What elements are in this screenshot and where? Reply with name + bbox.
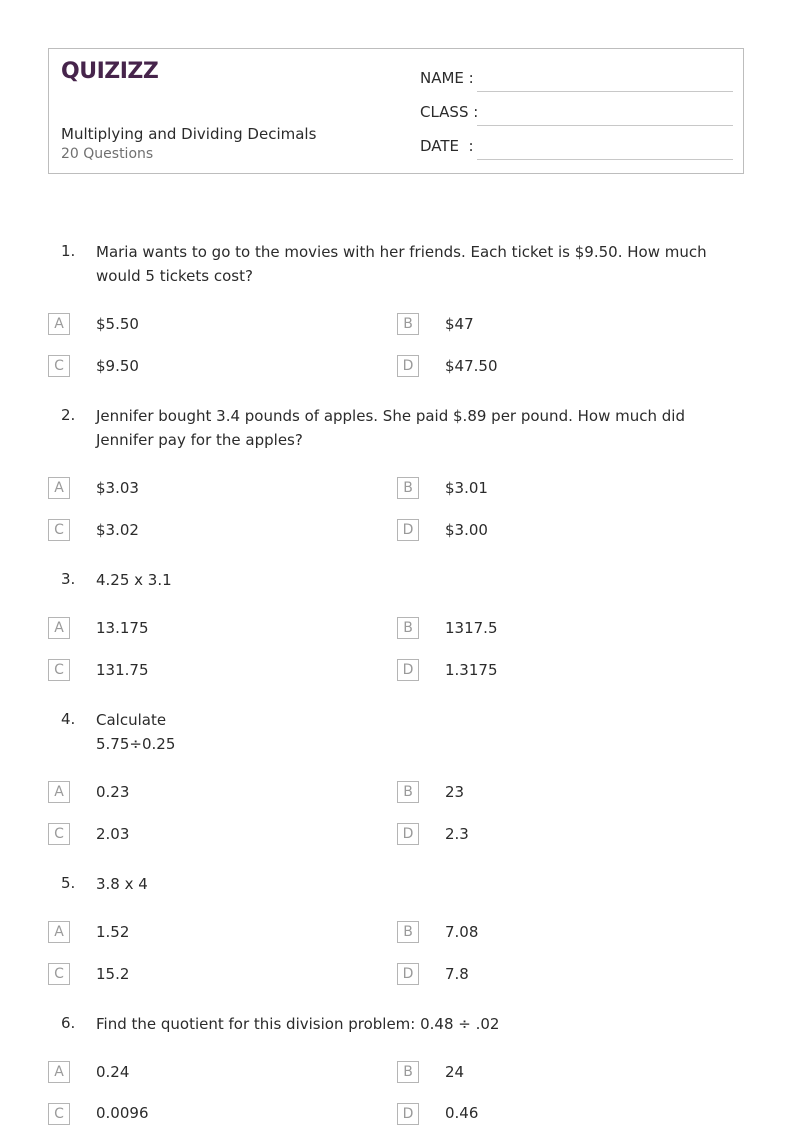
option-a-box[interactable]: A bbox=[48, 781, 70, 803]
option-b-box[interactable]: B bbox=[397, 313, 419, 335]
question-text: Find the quotient for this division problem: 0.48 ÷ .02 bbox=[96, 1015, 500, 1033]
option-a-text: $3.03 bbox=[96, 479, 139, 497]
option-a-text: $5.50 bbox=[96, 315, 139, 333]
option-a-text: 1.52 bbox=[96, 923, 130, 941]
question-count: 20 Questions bbox=[61, 146, 154, 162]
worksheet-title: Multiplying and Dividing Decimals bbox=[61, 125, 317, 143]
question-number: 5. bbox=[61, 874, 76, 892]
question-text: Maria wants to go to the movies with her friends. Each ticket is $9.50. How much would 5 tickets cost? bbox=[96, 243, 707, 285]
question-number: 4. bbox=[61, 710, 76, 728]
option-b-box[interactable]: B bbox=[397, 921, 419, 943]
question-number: 3. bbox=[61, 570, 76, 588]
option-d-box[interactable]: D bbox=[397, 355, 419, 377]
option-b-text: 1317.5 bbox=[445, 619, 498, 637]
option-b-text: $47 bbox=[445, 315, 474, 333]
option-c-box[interactable]: C bbox=[48, 1103, 70, 1125]
class-label: CLASS : bbox=[420, 103, 479, 121]
question-text: 3.8 x 4 bbox=[96, 875, 148, 893]
option-d-text: 7.8 bbox=[445, 965, 469, 983]
option-c-text: $3.02 bbox=[96, 521, 139, 539]
question-number: 6. bbox=[61, 1014, 76, 1032]
question-text-line-2: 5.75÷0.25 bbox=[96, 735, 176, 753]
option-a-text: 0.24 bbox=[96, 1063, 130, 1081]
question-number: 2. bbox=[61, 406, 76, 424]
option-c-box[interactable]: C bbox=[48, 963, 70, 985]
worksheet-header bbox=[48, 48, 744, 174]
option-b-text: 7.08 bbox=[445, 923, 479, 941]
option-a-box[interactable]: A bbox=[48, 617, 70, 639]
option-d-text: 0.46 bbox=[445, 1104, 479, 1122]
option-a-text: 0.23 bbox=[96, 783, 130, 801]
question-number: 1. bbox=[61, 242, 76, 260]
option-c-box[interactable]: C bbox=[48, 823, 70, 845]
option-d-text: 1.3175 bbox=[445, 661, 498, 679]
option-d-text: $3.00 bbox=[445, 521, 488, 539]
option-b-box[interactable]: B bbox=[397, 781, 419, 803]
option-a-box[interactable]: A bbox=[48, 313, 70, 335]
option-c-text: $9.50 bbox=[96, 357, 139, 375]
date-line[interactable] bbox=[477, 159, 733, 160]
option-a-box[interactable]: A bbox=[48, 477, 70, 499]
option-c-text: 2.03 bbox=[96, 825, 130, 843]
option-c-text: 15.2 bbox=[96, 965, 130, 983]
option-a-box[interactable]: A bbox=[48, 921, 70, 943]
option-d-text: 2.3 bbox=[445, 825, 469, 843]
option-d-box[interactable]: D bbox=[397, 1103, 419, 1125]
option-c-box[interactable]: C bbox=[48, 355, 70, 377]
name-line[interactable] bbox=[477, 91, 733, 92]
quizizz-logo: QUIZIZZ bbox=[61, 59, 159, 84]
option-b-text: 24 bbox=[445, 1063, 465, 1081]
option-c-box[interactable]: C bbox=[48, 519, 70, 541]
option-c-text: 0.0096 bbox=[96, 1104, 149, 1122]
option-a-text: 13.175 bbox=[96, 619, 149, 637]
option-d-text: $47.50 bbox=[445, 357, 498, 375]
date-label: DATE : bbox=[420, 137, 474, 155]
option-b-text: 23 bbox=[445, 783, 465, 801]
class-line[interactable] bbox=[477, 125, 733, 126]
option-d-box[interactable]: D bbox=[397, 519, 419, 541]
option-b-box[interactable]: B bbox=[397, 1061, 419, 1083]
option-d-box[interactable]: D bbox=[397, 659, 419, 681]
question-text: 4.25 x 3.1 bbox=[96, 571, 172, 589]
question-text-line-1: Calculate bbox=[96, 711, 167, 729]
option-c-box[interactable]: C bbox=[48, 659, 70, 681]
name-label: NAME : bbox=[420, 69, 474, 87]
option-b-box[interactable]: B bbox=[397, 617, 419, 639]
option-b-text: $3.01 bbox=[445, 479, 488, 497]
option-b-box[interactable]: B bbox=[397, 477, 419, 499]
option-a-box[interactable]: A bbox=[48, 1061, 70, 1083]
option-d-box[interactable]: D bbox=[397, 823, 419, 845]
option-d-box[interactable]: D bbox=[397, 963, 419, 985]
option-c-text: 131.75 bbox=[96, 661, 149, 679]
question-text: Jennifer bought 3.4 pounds of apples. She paid $.89 per pound. How much did Jennifer pay for the apples? bbox=[96, 407, 685, 449]
